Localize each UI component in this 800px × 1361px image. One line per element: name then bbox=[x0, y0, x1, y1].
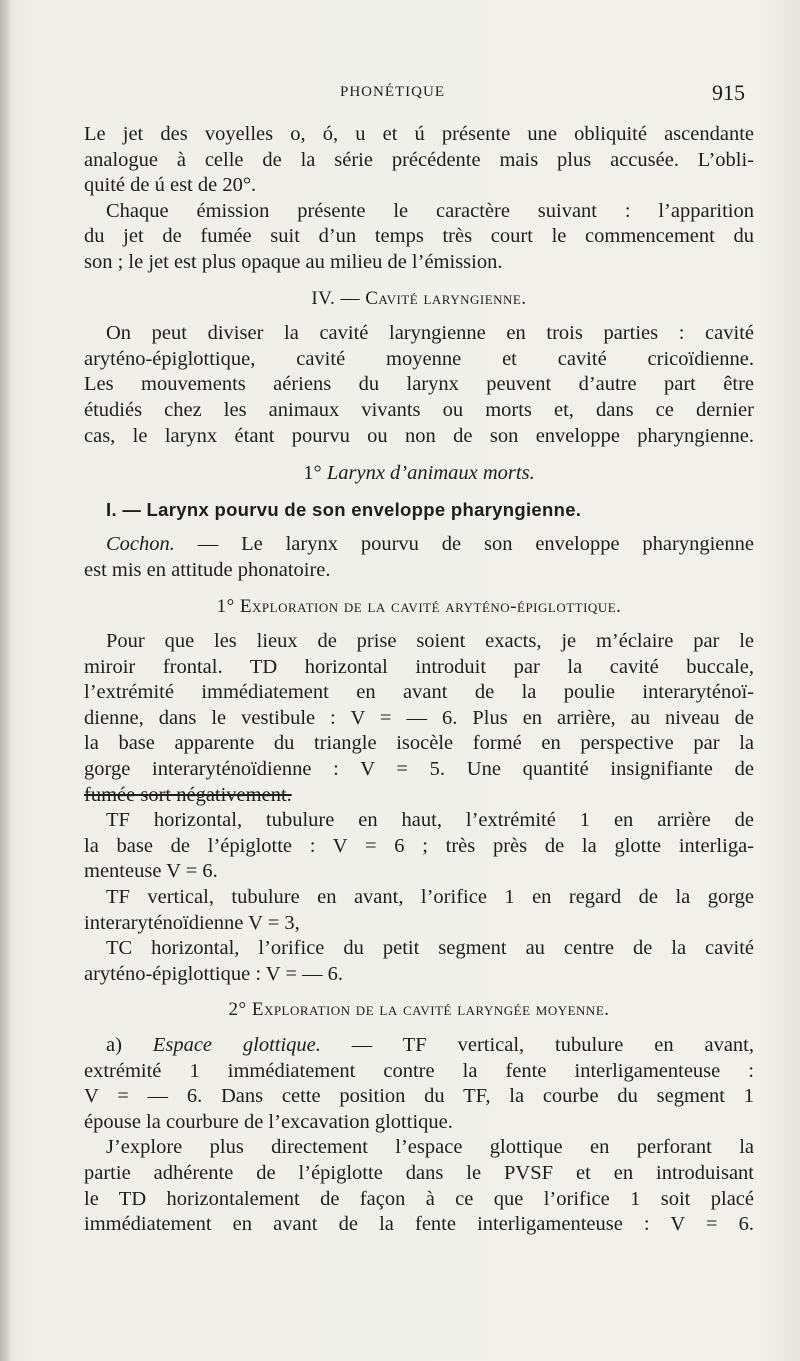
text-line bbox=[84, 532, 754, 558]
text-line: étudiés chez les animaux vivants ou morts et, dans ce dernier bbox=[84, 398, 754, 421]
running-title: PHONÉTIQUE bbox=[340, 84, 445, 100]
section-heading-iv: IV. — Cavité laryngienne. bbox=[311, 287, 527, 309]
text-fragment: — TF vertical, tubulure en avant, bbox=[320, 1034, 754, 1056]
text-line: la base de l’épiglotte : V = 6 ; très près de la glotte interliga- bbox=[84, 834, 754, 857]
text-line-struck: fumée sort négativement. bbox=[84, 783, 292, 806]
text-line: aryténo-épiglottique, cavité moyenne et cavité cricoïdienne. bbox=[84, 347, 754, 370]
text-line: Les mouvements aériens du larynx peuvent d’autre part être bbox=[84, 373, 754, 396]
text-line: l’extrémité immédiatement en avant de la poulie interaryténoï- bbox=[84, 681, 754, 704]
text-line: du jet de fumée suit d’un temps très court le commencement du bbox=[84, 225, 754, 248]
page-header bbox=[0, 80, 800, 108]
text-line: épouse la courbure de l’excavation glottique. bbox=[84, 1110, 453, 1133]
text-line: est mis en attitude phonatoire. bbox=[84, 558, 331, 581]
text-line: Le jet des voyelles o, ó, u et ú présente une obliquité ascendante bbox=[84, 123, 754, 145]
text-line: la base apparente du triangle isocèle formé en perspective par la bbox=[84, 732, 754, 755]
text-line: le TD horizontalement de façon à ce que l’orifice 1 soit placé bbox=[84, 1187, 754, 1210]
body-text bbox=[84, 122, 754, 1238]
text-line: immédiatement en avant de la fente interligamenteuse : V = 6. bbox=[84, 1213, 754, 1236]
bold-heading: I. — Larynx pourvu de son enveloppe pharyngienne. bbox=[106, 498, 582, 520]
text-line bbox=[84, 1033, 754, 1059]
text-line: analogue à celle de la série précédente mais plus accusée. L’obli- bbox=[84, 148, 754, 171]
subheading-number: 1° bbox=[303, 462, 327, 485]
text-line: aryténo-épiglottique : V = — 6. bbox=[84, 962, 344, 985]
text-line: On peut diviser la cavité laryngienne en trois parties : cavité bbox=[106, 322, 754, 345]
text-line: quité de ú est de 20°. bbox=[84, 174, 257, 197]
page-number: 915 bbox=[712, 80, 745, 105]
text-line: interaryténoïdienne V = 3, bbox=[84, 911, 300, 934]
text-line: gorge interaryténoïdienne : V = 5. Une quantité insignifiante de bbox=[84, 758, 754, 781]
text-line: extrémité 1 immédiatement contre la fente interligamenteuse : bbox=[84, 1059, 754, 1082]
text-line: TF horizontal, tubulure en haut, l’extrémité 1 en arrière de bbox=[106, 809, 754, 832]
text-line: cas, le larynx étant pourvu ou non de son enveloppe pharyngienne. bbox=[84, 424, 754, 447]
subheading-title: Larynx d’animaux morts. bbox=[326, 462, 535, 485]
subheading-exploration-2: 2° Exploration de la cavité laryngée moyenne. bbox=[228, 999, 610, 1021]
text-line: TC horizontal, l’orifice du petit segment au centre de la cavité bbox=[106, 937, 754, 960]
text-line: J’explore plus directement l’espace glottique en perforant la bbox=[106, 1136, 754, 1159]
italic-term-cochon: Cochon. bbox=[106, 533, 175, 556]
text-line: miroir frontal. TD horizontal introduit par la cavité buccale, bbox=[84, 655, 754, 678]
book-edge-shadow bbox=[0, 0, 10, 1361]
text-line: dienne, dans le vestibule : V = — 6. Plus en arrière, au niveau de bbox=[84, 706, 754, 729]
text-line: Chaque émission présente le caractère suivant : l’apparition bbox=[106, 199, 754, 222]
text-line: partie adhérente de l’épiglotte dans le PVSF et en introduisant bbox=[84, 1161, 754, 1184]
italic-term-espace: Espace glottique. bbox=[152, 1034, 321, 1056]
text-line: TF vertical, tubulure en avant, l’orifice 1 en regard de la gorge bbox=[106, 886, 754, 909]
text-line: V = — 6. Dans cette position du TF, la courbe du segment 1 bbox=[84, 1085, 754, 1108]
subheading-larynx-morts bbox=[84, 461, 754, 487]
text-fragment: — Le larynx pourvu de son enveloppe pharyngienne bbox=[174, 533, 754, 556]
text-line: Pour que les lieux de prise soient exacts, je m’éclaire par le bbox=[106, 630, 754, 653]
item-marker: a) bbox=[106, 1034, 153, 1056]
text-line: son ; le jet est plus opaque au milieu de l’émission. bbox=[84, 250, 503, 273]
text-line: menteuse V = 6. bbox=[84, 860, 218, 883]
subheading-exploration-1: 1° Exploration de la cavité aryténo-épiglottique. bbox=[216, 595, 622, 617]
